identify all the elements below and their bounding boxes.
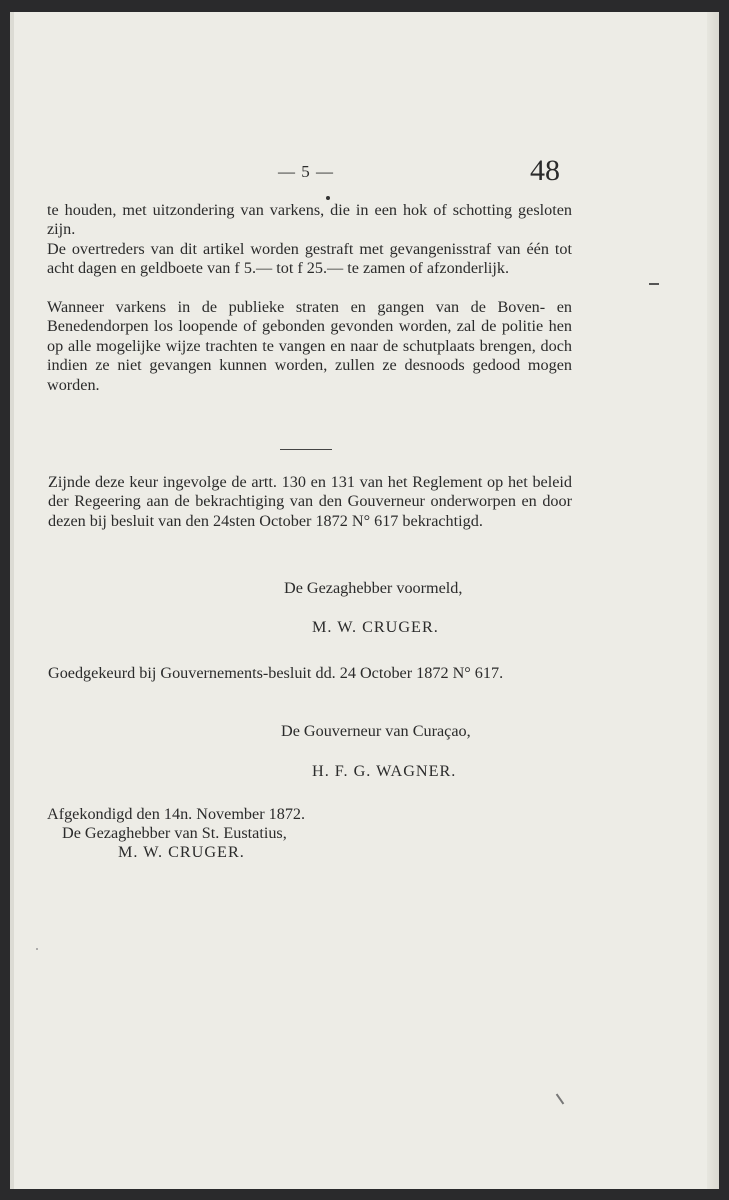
gouverneur-title: De Gouverneur van Curaçao, xyxy=(281,722,471,740)
document-page xyxy=(10,12,719,1189)
promulgation-signature: M. W. CRUGER. xyxy=(118,843,245,861)
paragraph-3: Wanneer varkens in de publieke straten en gangen van de Boven- en Benedendorpen los loopende of gebonden gevonden worden, zal de politie hen op alle mogelijke wijze trachten te vangen en naar de schutplaats brengen, doch indien ze niet gevangen kunnen worden, zullen ze desnoods gedood mogen worden. xyxy=(47,298,572,394)
promulgation-official: De Gezaghebber van St. Eustatius, xyxy=(62,824,287,842)
paragraph-4: Zijnde deze keur ingevolge de artt. 130 en 131 van het Reglement op het beleid der Regeering aan de bekrachtiging van den Gouverneur onderworpen en door dezen bij besluit van den 24sten October 1872 N° 617 bekrachtigd. xyxy=(48,473,572,530)
paragraph-2: De overtreders van dit artikel worden gestraft met gevangenisstraf van één tot acht dagen en geldboete van f 5.— tot f 25.— te zamen of afzonderlijk. xyxy=(47,240,572,278)
paper-speck xyxy=(36,948,38,950)
promulgation-date: Afgekondigd den 14n. November 1872. xyxy=(47,805,306,823)
gouverneur-signature: H. F. G. WAGNER. xyxy=(312,762,457,780)
folio-number: 48 xyxy=(530,154,560,187)
page-left-edge xyxy=(10,12,14,1189)
margin-dash xyxy=(649,283,659,285)
gezaghebber-signature: M. W. CRUGER. xyxy=(312,618,439,636)
ink-mark xyxy=(556,1094,565,1105)
gezaghebber-title: De Gezaghebber voormeld, xyxy=(284,579,463,597)
approval-note: Goedgekeurd bij Gouvernements-besluit dd. 24 October 1872 N° 617. xyxy=(48,664,504,682)
paragraph-1: te houden, met uitzondering van varkens, die in een hok of schotting gesloten zijn. xyxy=(47,201,572,239)
page-right-edge xyxy=(707,12,719,1189)
page-number: — 5 — xyxy=(278,162,334,181)
section-divider xyxy=(280,449,332,450)
ink-dot xyxy=(326,196,330,200)
